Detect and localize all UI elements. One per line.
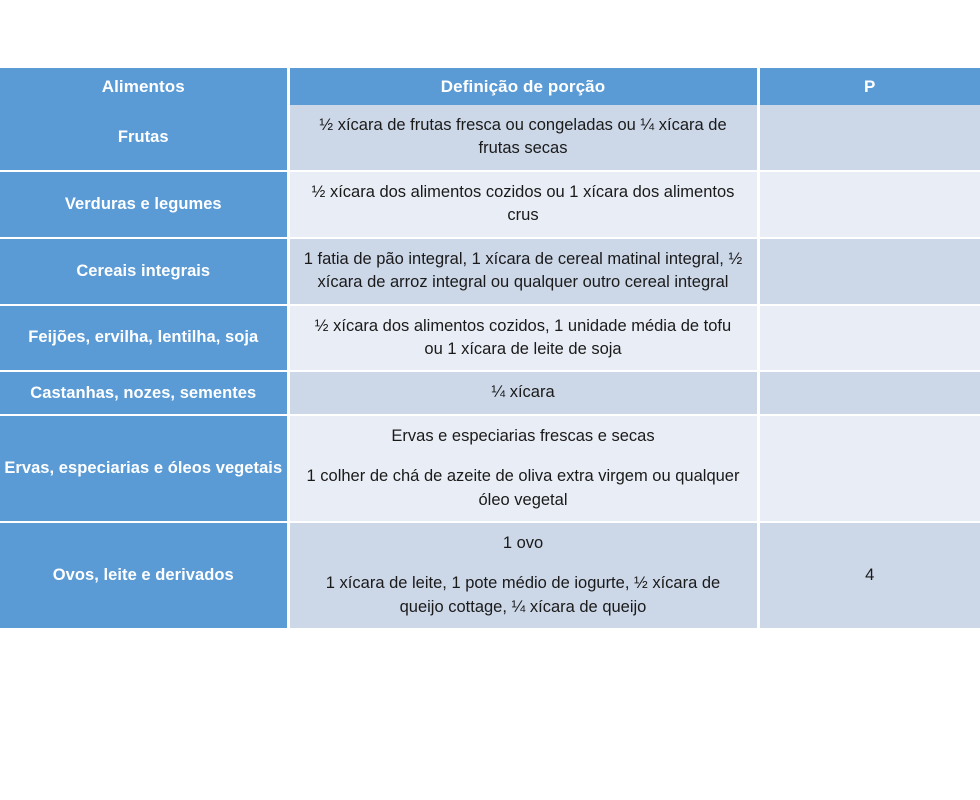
cell-food-group: Cereais integrais	[0, 238, 288, 305]
portions-table-container	[0, 68, 980, 628]
cell-portions-count	[758, 105, 980, 171]
cell-food-group: Feijões, ervilha, lentilha, soja	[0, 305, 288, 372]
cell-portion-definition	[288, 415, 758, 522]
portion-definition-line: ½ xícara de frutas fresca ou congeladas ou ¼ xícara de frutas secas	[319, 116, 727, 158]
cell-portion-definition	[288, 238, 758, 305]
table-row	[0, 522, 980, 628]
food-portions-table	[0, 68, 980, 628]
cell-food-group: Castanhas, nozes, sementes	[0, 371, 288, 414]
column-header-alimentos: Alimentos	[0, 68, 288, 105]
portion-definition-line: ½ xícara dos alimentos cozidos, 1 unidade média de tofu ou 1 xícara de leite de soja	[314, 316, 732, 358]
cell-portion-definition	[288, 171, 758, 238]
table-row	[0, 238, 980, 305]
cell-food-group: Verduras e legumes	[0, 171, 288, 238]
cell-portion-definition	[288, 522, 758, 628]
cell-portions-count	[758, 371, 980, 414]
table-row	[0, 415, 980, 522]
column-header-definicao-de-porcao: Definição de porção	[288, 68, 758, 105]
cell-portions-count: 4	[758, 522, 980, 628]
cell-food-group: Ervas, especiarias e óleos vegetais	[0, 415, 288, 522]
table-row	[0, 105, 980, 171]
table-header	[0, 68, 980, 105]
cell-food-group: Ovos, leite e derivados	[0, 522, 288, 628]
table-body	[0, 105, 980, 628]
table-row	[0, 305, 980, 372]
cell-food-group: Frutas	[0, 105, 288, 171]
table-row	[0, 171, 980, 238]
cell-portions-count	[758, 415, 980, 522]
cell-portion-definition	[288, 305, 758, 372]
column-header-porcoes: P	[758, 68, 980, 105]
portion-definition-line: 1 fatia de pão integral, 1 xícara de cereal matinal integral, ½ xícara de arroz integral ou qualquer outro cereal integral	[303, 249, 743, 292]
portion-definition-line: 1 colher de chá de azeite de oliva extra virgem ou qualquer óleo vegetal	[306, 467, 740, 509]
portion-definition-line: 1 xícara de leite, 1 pote médio de iogurte, ½ xícara de queijo cottage, ¼ xícara de queijo	[325, 574, 721, 616]
portion-definition-line: ½ xícara dos alimentos cozidos ou 1 xícara dos alimentos crus	[311, 182, 735, 225]
table-row	[0, 371, 980, 414]
cell-portions-count	[758, 305, 980, 372]
header-row	[0, 68, 980, 105]
table-bottom-divider	[0, 732, 980, 735]
cell-portion-definition	[288, 371, 758, 414]
portion-definition-line: 1 ovo	[502, 534, 544, 553]
portion-definition-line: ¼ xícara	[491, 383, 555, 402]
cell-portions-count	[758, 238, 980, 305]
cell-portions-count	[758, 171, 980, 238]
cell-portion-definition	[288, 105, 758, 171]
portion-definition-line: Ervas e especiarias frescas e secas	[391, 426, 655, 445]
